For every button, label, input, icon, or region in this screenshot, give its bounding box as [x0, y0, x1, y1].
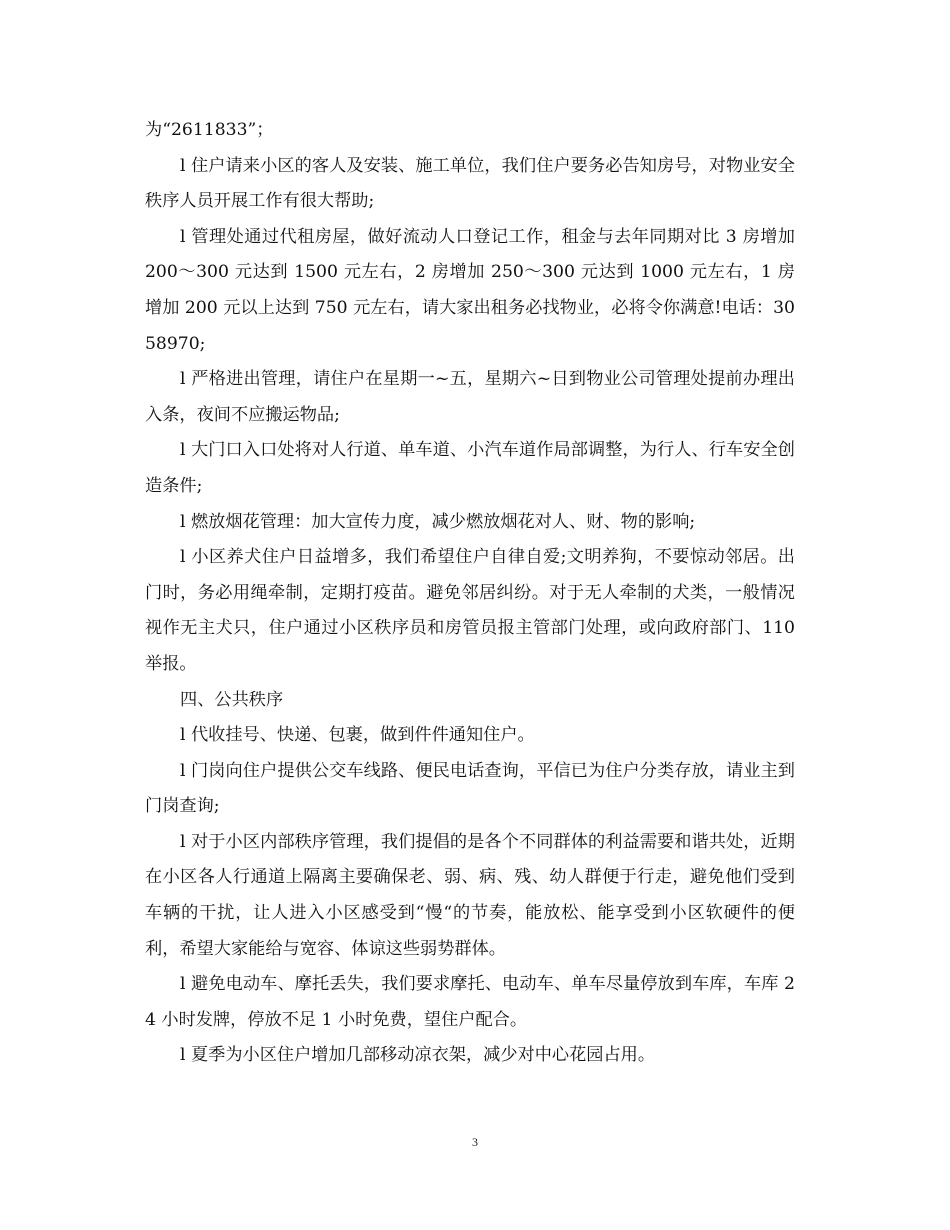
- paragraph-gate-inquiry: l 门岗向住户提供公交车线路、便民电话查询，平信已为住户分类存放，请业主到门岗查询;: [145, 760, 795, 817]
- page-number: 3: [472, 1135, 478, 1149]
- paragraph-clothes-racks: l 夏季为小区住户增加几部移动凉衣架，减少对中心花园占用。: [180, 1045, 656, 1066]
- document-body: [145, 113, 795, 1074]
- paragraph-fireworks-management: l 燃放烟花管理：加大宣传力度，减少燃放烟花对人、财、物的影响;: [180, 511, 696, 532]
- paragraph-internal-order: l 对于小区内部秩序管理，我们提倡的是各个不同群体的利益需要和谐共处，近期在小区各人行通道上隔离主要确保老、弱、病、残、幼人群便于行走，避免他们受到车辆的干扰，让人进入小区感受到“慢“的节奏，能放松、能享受到小区软硬件的便利，希望大家能给与宽容、体谅这些弱势群体。: [145, 831, 795, 959]
- paragraph-dog-management: l 小区养犬住户日益增多，我们希望住户自律自爱;文明养狗，不要惊动邻居。出门时，务必用绳牵制，定期打疫苗。避免邻居纠纷。对于无人牵制的犬类，一般情况视作无主犬只，住户通过小区秩序员和房管员报主管部门处理，或向政府部门、110 举报。: [145, 547, 795, 674]
- paragraph-vehicle-parking: l 避免电动车、摩托丢失，我们要求摩托、电动车、单车尽量停放到车库，车库 24 小时发牌，停放不足 1 小时免费，望住户配合。: [145, 974, 795, 1030]
- paragraph-gate-adjustment: l 大门口入口处将对人行道、单车道、小汽车道作局部调整，为行人、行车安全创造条件;: [145, 440, 795, 496]
- paragraph-phone-continuation: 为“2611833”；: [145, 120, 274, 140]
- paragraph-parcel-service: l 代收挂号、快递、包裹，做到件件通知住户。: [180, 725, 535, 746]
- paragraph-entry-exit-management: l 严格进出管理，请住户在星期一~五，星期六~日到物业公司管理处提前办理出入条，夜间不应搬运物品;: [145, 369, 795, 425]
- paragraph-rental-service: l 管理处通过代租房屋，做好流动人口登记工作，租金与去年同期对比 3 房增加 200～300 元达到 1500 元左右，2 房增加 250～300 元达到 1000 元左右，1 房增加 200 元以上达到 750 元左右，请大家出租务必找物业，必将令你满意!电话：3058970;: [145, 226, 795, 354]
- paragraph-visitor-notice: l 住户请来小区的客人及安装、施工单位，我们住户要务必告知房号，对物业安全秩序人员开展工作有很大帮助;: [145, 155, 795, 212]
- section-heading-public-order: 四、公共秩序: [180, 689, 284, 710]
